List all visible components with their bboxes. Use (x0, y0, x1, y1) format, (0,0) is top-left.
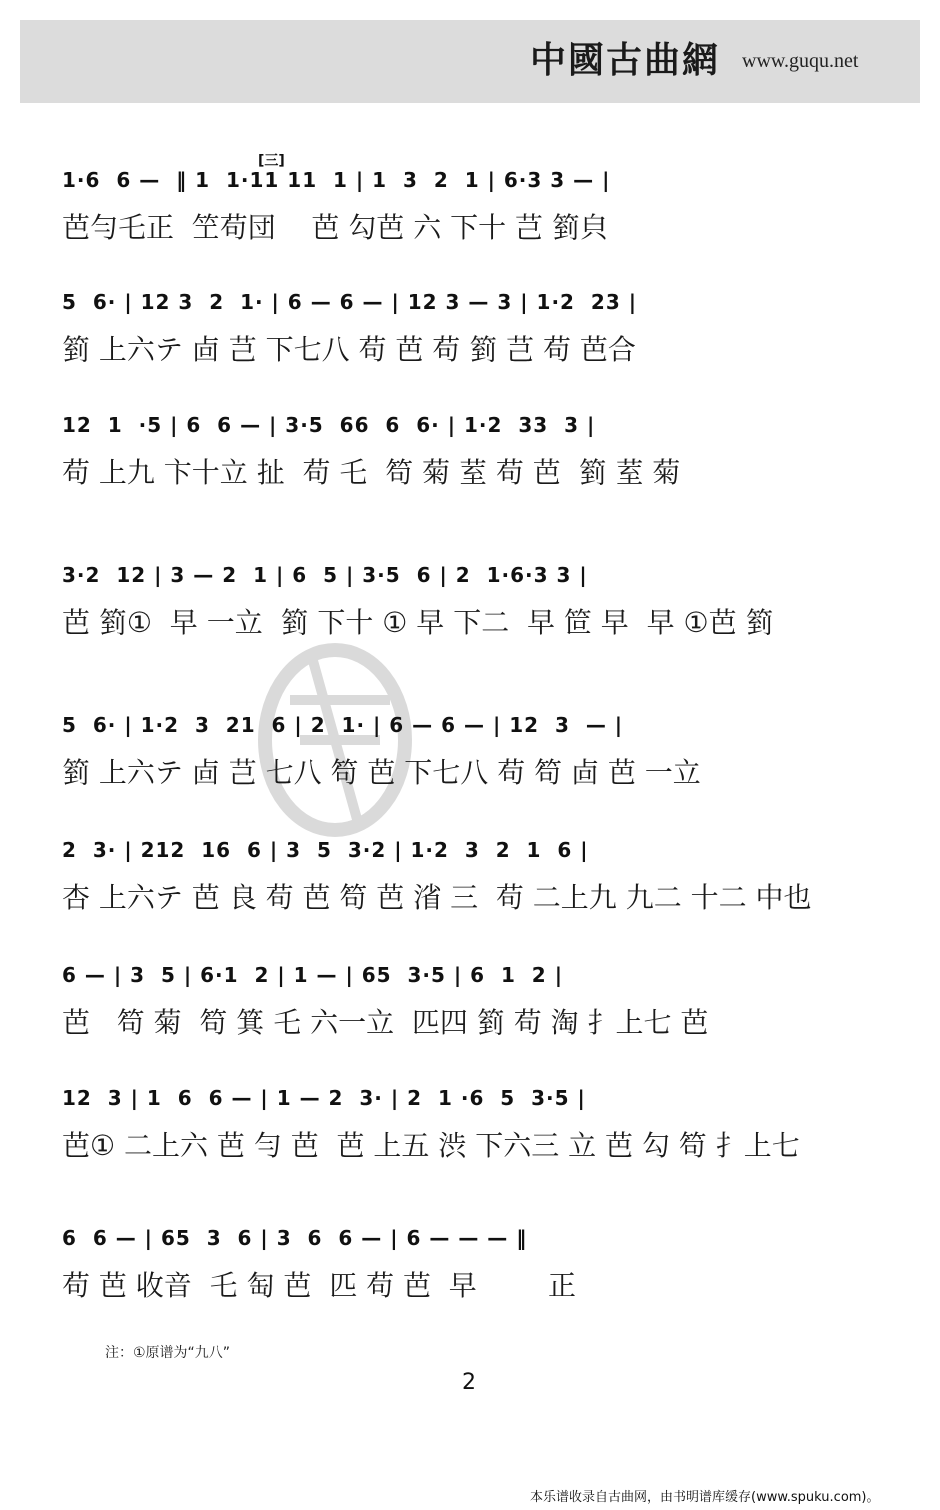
score-row-3 (62, 405, 892, 505)
score-row-7 (62, 955, 892, 1055)
site-url: www.guqu.net (742, 50, 859, 72)
jianpu-line: 5 6· | 1·2 3 21 6 | 2 1· | 6 — 6 — | 12 3 — | (62, 713, 624, 737)
score-row-4 (62, 555, 892, 655)
source-note: 本乐谱收录自古曲网，由书明谱库缓存(www.spuku.com)。 (530, 1490, 880, 1505)
jianpu-line: 5 6· | 12 3 2 1· | 6 — 6 — | 12 3 — 3 | 1·2 23 | (62, 290, 637, 314)
page-number: 2 (462, 1370, 476, 1395)
jianzipu-line: 芭 箌① 早 一立 箌 下十 ① 早 下二 早 笸 早 早 ①芭 箌 (62, 606, 774, 639)
score-row-9 (62, 1218, 892, 1318)
jianzipu-line: 苟 上九 卞十立 扯 苟 乇 笱 菊 荎 苟 芭 箌 荎 菊 (62, 456, 681, 489)
jianpu-line: 12 1 ·5 | 6 6 — | 3·5 66 6 6· | 1·2 33 3 | (62, 413, 596, 437)
jianzipu-line: 芭 笱 菊 笱 箕 乇 六一立 匹四 箌 苟 淘 扌上七 芭 (62, 1006, 709, 1039)
jianpu-line: 3·2 12 | 3 — 2 1 | 6 5 | 3·5 6 | 2 1·6·3 3 | (62, 563, 588, 587)
jianzipu-line: 苟 芭 收音 乇 匋 芭 匹 苟 芭 早 正 (62, 1269, 577, 1302)
jianzipu-line: 芭勻乇正 笁苟団 芭 勾芭 六 下十 芑 箌㒵 (62, 211, 608, 244)
footnote: 注：①原谱为“九八” (105, 1345, 231, 1361)
jianzipu-line: 箌 上六テ 㔽 芑 下七八 苟 芭 苟 箌 芑 苟 芭合 (62, 333, 636, 366)
score-row-8 (62, 1078, 892, 1178)
jianpu-line: 6 — | 3 5 | 6·1 2 | 1 — | 65 3·5 | 6 1 2 | (62, 963, 563, 987)
jianzipu-line: 杏 上六テ 芭 良 苟 芭 笱 芭 渻 三 苟 二上九 九二 十二 中也 (62, 881, 812, 914)
score-row-6 (62, 830, 892, 930)
jianzipu-line: 箌 上六テ 㔽 芑 七八 笱 芭 下七八 苟 笱 㔽 芭 一立 (62, 756, 701, 789)
site-logo: 中國古曲網 (530, 39, 721, 81)
score-row-5 (62, 705, 892, 805)
jianzipu-line: 芭① 二上六 芭 勻 芭 芭 上五 渋 下六三 立 芭 勾 笱 扌上七 (62, 1129, 800, 1162)
jianpu-line: 12 3 | 1 6 6 — | 1 — 2 3· | 2 1 ·6 5 3·5 | (62, 1086, 586, 1110)
score-row-1 (62, 160, 892, 260)
jianpu-line: 6 6 — | 65 3 6 | 3 6 6 — | 6 — — — ‖ (62, 1226, 528, 1250)
section-mark: [三] (258, 153, 285, 169)
jianpu-line: 1·6 6 — ‖ 1 1·11 11 1 | 1 3 2 1 | 6·3 3 — | (62, 168, 611, 192)
jianpu-line: 2 3· | 212 16 6 | 3 5 3·2 | 1·2 3 2 1 6 | (62, 838, 589, 862)
score-row-2 (62, 282, 892, 382)
